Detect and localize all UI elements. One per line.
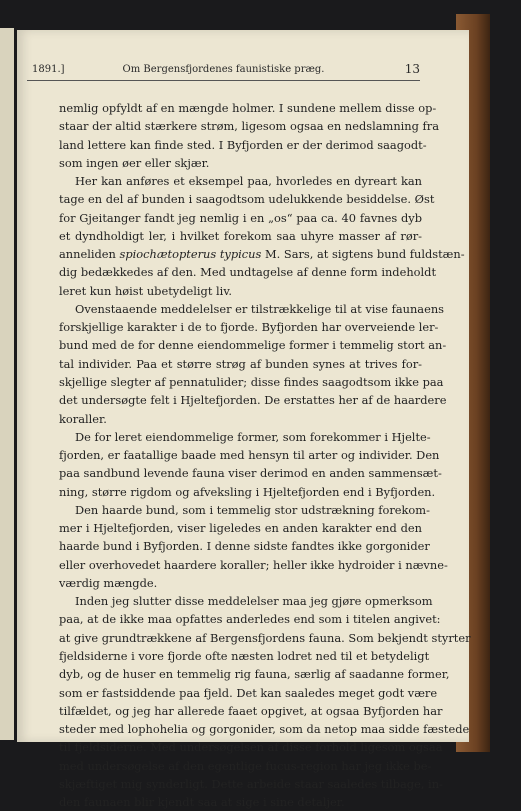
running-header <box>27 60 420 81</box>
text-line: Den haarde bund, som i temmelig stor udstrækning forekom- <box>75 502 430 517</box>
text-line: haarde bund i Byfjorden. I denne sidste fandtes ikke gorgonider <box>59 539 430 554</box>
book-page <box>17 30 471 810</box>
page-number: 13 <box>404 62 420 76</box>
text-line: som ingen øer eller skjær. <box>59 155 210 170</box>
text-line: værdig mængde. <box>59 575 158 590</box>
text-line: eller overhovedet haardere koraller; heller ikke hydroider i nævne- <box>59 557 448 572</box>
text-line: som er fastsiddende paa fjeld. Det kan saaledes meget godt være <box>59 685 438 700</box>
text-line: skjellige slegter af pennatulider; disse findes saagodtsom ikke paa <box>59 374 444 389</box>
text-line: det undersøgte felt i Hjeltefjorden. De erstattes her af de haardere <box>59 393 447 408</box>
text-line: fjeldsiderne i vore fjorde ofte næsten lodret ned til et betydeligt <box>59 648 430 663</box>
text-line: Ovenstaaende meddelelser er tilstrækkelige til at vise faunaens <box>75 301 445 316</box>
text-line: dig bedækkedes af den. Med undtagelse af denne form indeholdt <box>59 265 437 280</box>
text-line: at give grundtrækkene af Bergensfjordens fauna. Som bekjendt styrter <box>59 630 471 645</box>
text-line: fjorden, er faatallige baade med hensyn til arter og individer. Den <box>59 448 440 463</box>
header-title: Om Bergensfjordenes faunistiske præg. <box>122 64 325 75</box>
text-line: dyb, og de huser en temmelig rig fauna, særlig af saadanne former, <box>59 667 450 682</box>
text-line: anneliden spiochætopterus typicus M. Sars, at sigtens bund fuldstæn- <box>59 247 465 262</box>
text-line: tage en del af bunden i saagodtsom udelukkende besiddelse. Øst <box>59 192 435 207</box>
text-line: til fjeldsiderne. Med undersøgelsen af disse forhold ligesom ogsaa <box>59 740 443 755</box>
text-line: bund med de for denne eiendommelige former i temmelig stort an- <box>59 338 447 353</box>
text-line: ning, større rigdom og afveksling i Hjeltefjorden end i Byfjorden. <box>59 484 436 499</box>
text-line: mer i Hjeltefjorden, viser ligeledes en anden karakter end den <box>59 521 422 536</box>
text-line: tilfældet, og jeg har allerede faaet opgivet, at ogsaa Byfjorden har <box>59 703 443 718</box>
text-line: et dyndholdigt ler, i hvilket forekom saa uhyre masser af rør- <box>59 228 422 243</box>
text-line: forskjellige karakter i de to fjorde. Byfjorden har overveiende ler- <box>59 320 439 335</box>
facing-page-edge <box>0 28 14 740</box>
text-line: Inden jeg slutter disse meddelelser maa jeg gjøre opmerksom <box>75 594 433 609</box>
text-line: den faunaen blir kjendt saa at sige i sine detaljer. <box>59 795 345 810</box>
text-line: staar der altid stærkere strøm, ligesom ogsaa en nedslamning fra <box>59 119 439 134</box>
text-line: skjæftiget mig synderligt. Dette arbeide staar saaledes tilbage, in- <box>59 776 443 791</box>
text-line: koraller. <box>59 411 107 426</box>
text-line: leret kun høist ubetydeligt liv. <box>59 283 233 298</box>
text-line: land lettere kan finde sted. I Byfjorden er der derimod saagodt- <box>59 137 427 152</box>
text-line: med undersøgelse af den egentlige fucus-region har jeg ikke be- <box>59 758 432 773</box>
text-line: paa sandbund levende fauna viser derimod en anden sammensæt- <box>59 466 442 481</box>
text-line: Her kan anføres et eksempel paa, hvorledes en dyreart kan <box>75 174 422 189</box>
text-line: De for leret eiendommelige former, som forekommer i Hjelte- <box>75 429 431 444</box>
text-line: nemlig opfyldt af en mængde holmer. I sundene mellem disse op- <box>59 101 437 115</box>
text-line: for Gjeitanger fandt jeg nemlig i en „os“ paa ca. 40 favnes dyb <box>59 210 422 225</box>
body-text <box>59 99 471 811</box>
text-line: steder med lophohelia og gorgonider, som da netop maa sidde fæstede <box>59 722 470 737</box>
text-line: paa, at de ikke maa opfattes anderledes end som i titelen angivet: <box>59 612 441 627</box>
header-year: 1891.] <box>32 64 65 75</box>
text-line: tal individer. Paa et større strøg af bunden synes at trives for- <box>59 356 422 371</box>
